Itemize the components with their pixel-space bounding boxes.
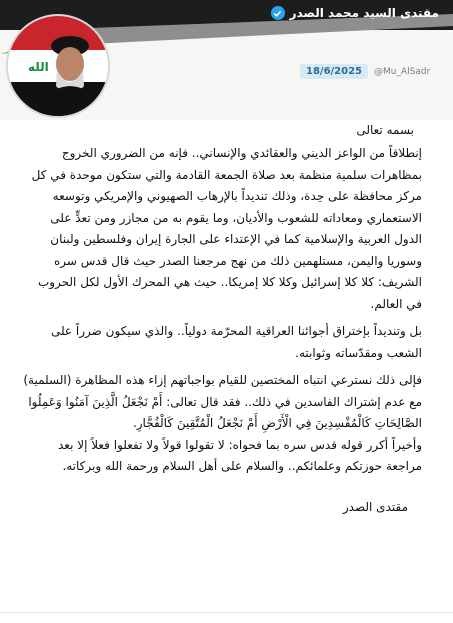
paragraph-4: وأخيراً أكرر قوله قدس سره بما فحواه: لا تقولوا قولاً ولا تفعلوا فعلاً إلا بعد مراجعة حوزتكم وعلمائكم.. والسلام على أهل السلام ورحمة الله وبركاته.	[58, 437, 422, 473]
post-date: 18/6/2025	[300, 64, 368, 79]
signature: مقتدى الصدر	[342, 499, 408, 514]
header-banner	[0, 0, 453, 120]
account-handle: @Mu_AlSadr	[374, 66, 431, 77]
account-name: مقتدى السيد محمد الصدر	[289, 6, 439, 20]
paragraph-1: إنطلاقاً من الواعز الديني والعقائدي والإنساني.. فإنه من الضروري الخروج بمظاهرات سلمية منظمة بعد صلاة الجمعة القادمة والتي ستكون موحدة في كل مركز محافظة على حِدة، وذلك تنديداً بالإرهاب الصهيوني والإمريكي وتوسعه الاستعماري ومعاداته للشعوب والأديان، وما يقوم به من مجازر ومن تعدٍّ على الدول العربية والإسلامية كما في الإعتداء على الجارة إيران وفلسطين ولبنان وسوريا واليمن، مستلهمين ذلك من نهج مرجعنا الصدر حيث قال قدس سره الشريف: كلا كلا إسرائيل وكلا كلا إمريكا.. حيث هي المحرك الأول لكل الحروب في العالم.	[31, 146, 422, 311]
svg-text:الله: الله	[28, 60, 49, 74]
footer-divider	[0, 612, 453, 613]
paragraph-2: بل وتنديداً بإختراق أجوائنا العراقية المحرّمة دولياً.. والذي سيكون ضرراً على الشعب ومقدّساته وثوابته.	[50, 324, 422, 360]
account-label	[271, 6, 439, 20]
basmala-heading: بسمه تعالى	[356, 123, 414, 137]
verified-badge-icon	[271, 6, 285, 20]
statement-body	[22, 120, 422, 514]
profile-photo	[8, 16, 108, 116]
post-meta	[300, 64, 430, 79]
avatar	[8, 16, 108, 116]
paragraph-3: فإلى ذلك نسترعي انتباه المختصين للقيام بواجباتهم إزاء هذه المظاهرة (السلمية) مع عدم إشتراك الفاسدين في ذلك.. فقد قال تعالى: أَمْ نَجْعَلُ الَّذِينَ آمَنُوا وَعَمِلُوا الصَّالِحَاتِ كَالْمُفْسِدِينَ فِي الْأَرْضِ أَمْ نَجْعَلُ الْمُتَّقِينَ كَالْفُجَّارِ.	[23, 373, 422, 430]
